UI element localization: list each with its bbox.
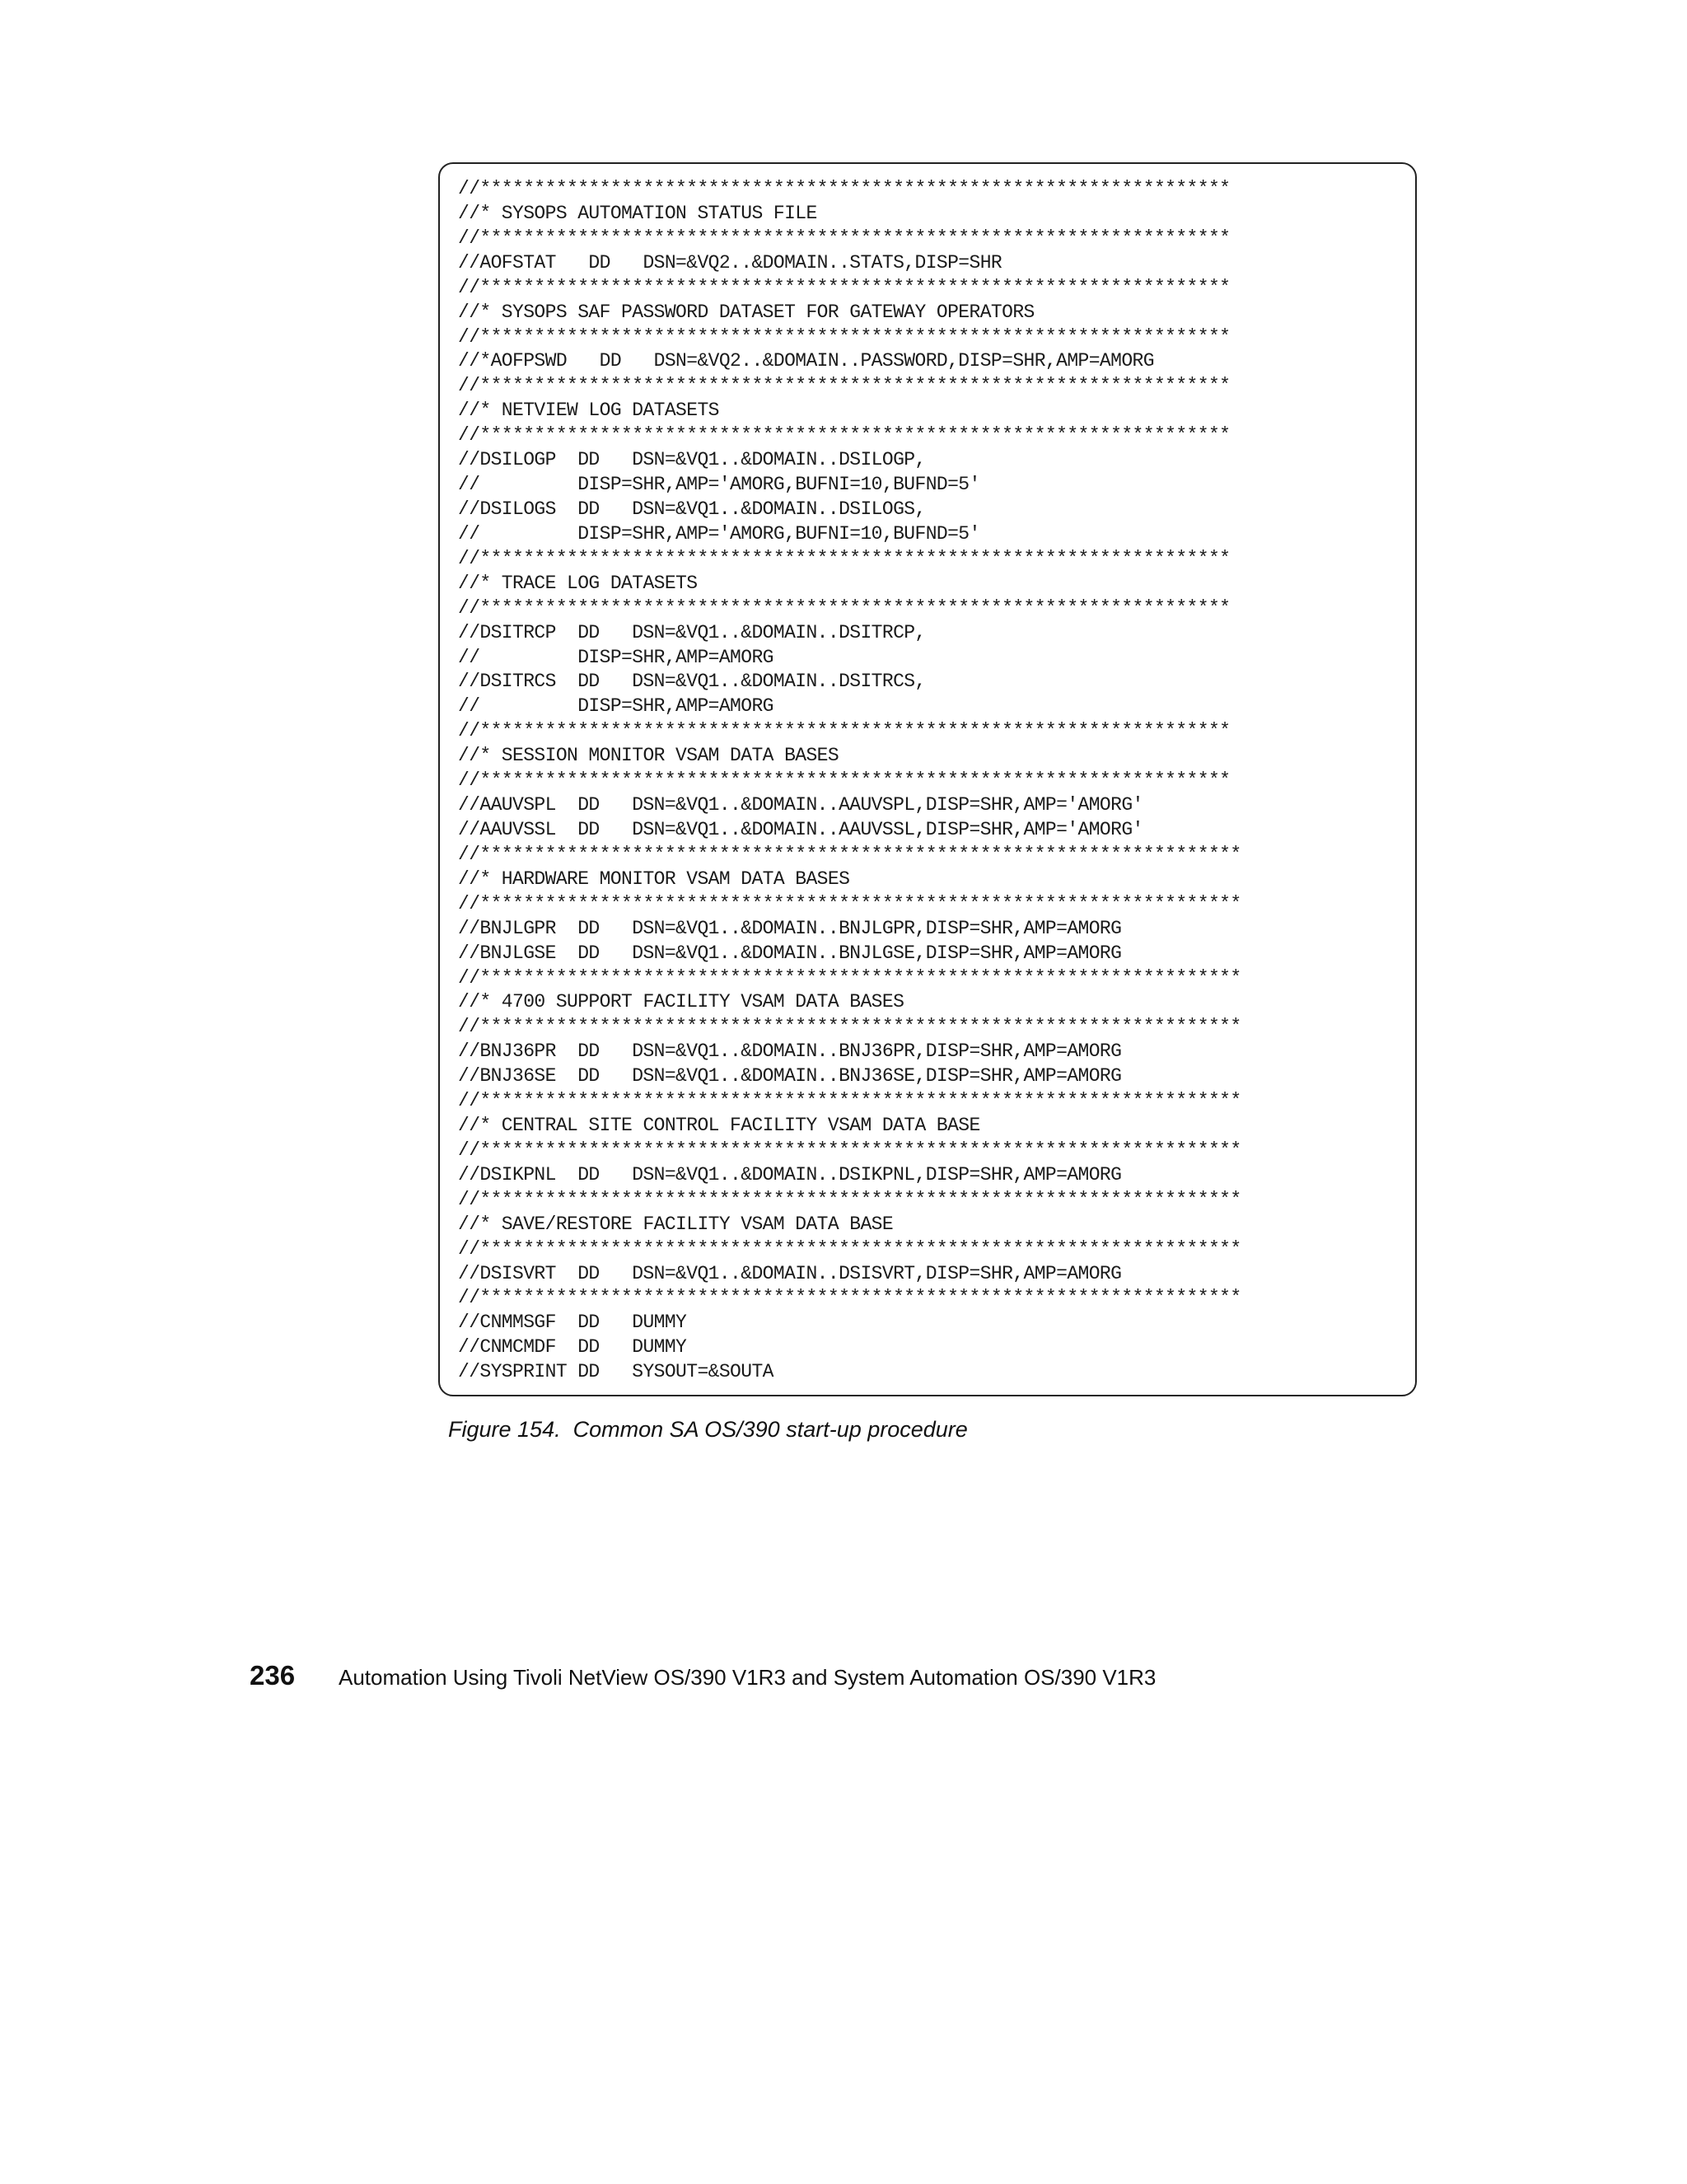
code-line: //********************************************************************* <box>458 720 1231 742</box>
figure-caption: Figure 154. Common SA OS/390 start-up procedure <box>448 1417 968 1442</box>
code-line: //********************************************************************** <box>458 1287 1241 1309</box>
code-line: //********************************************************************** <box>458 966 1241 989</box>
code-line: //CNMCMDF DD DUMMY <box>458 1336 687 1359</box>
code-line: //********************************************************************** <box>458 892 1241 914</box>
code-line: //* SAVE/RESTORE FACILITY VSAM DATA BASE <box>458 1213 894 1235</box>
code-listing <box>458 177 1241 1385</box>
code-line: //* SESSION MONITOR VSAM DATA BASES <box>458 745 839 767</box>
code-line: //*AOFPSWD DD DSN=&VQ2..&DOMAIN..PASSWORD,DISP=SHR,AMP=AMORG <box>458 350 1154 372</box>
code-line: //********************************************************************* <box>458 547 1231 569</box>
code-line: //* CENTRAL SITE CONTROL FACILITY VSAM DATA BASE <box>458 1115 980 1137</box>
code-line: //BNJ36PR DD DSN=&VQ1..&DOMAIN..BNJ36PR,DISP=SHR,AMP=AMORG <box>458 1041 1122 1063</box>
page-number: 236 <box>250 1660 296 1691</box>
code-line: //DSISVRT DD DSN=&VQ1..&DOMAIN..DSISVRT,DISP=SHR,AMP=AMORG <box>458 1262 1122 1284</box>
code-line: //********************************************************************* <box>458 375 1231 397</box>
code-line: //AOFSTAT DD DSN=&VQ2..&DOMAIN..STATS,DISP=SHR <box>458 251 1002 274</box>
code-line: //* SYSOPS AUTOMATION STATUS FILE <box>458 202 817 224</box>
code-line: //********************************************************************** <box>458 1237 1241 1260</box>
code-line: // DISP=SHR,AMP='AMORG,BUFNI=10,BUFND=5' <box>458 522 980 545</box>
code-line: // DISP=SHR,AMP='AMORG,BUFNI=10,BUFND=5' <box>458 474 980 496</box>
code-line: //CNMMSGF DD DUMMY <box>458 1312 687 1334</box>
code-line: //BNJLGSE DD DSN=&VQ1..&DOMAIN..BNJLGSE,DISP=SHR,AMP=AMORG <box>458 942 1122 964</box>
code-line: // DISP=SHR,AMP=AMORG <box>458 646 773 668</box>
code-line: //DSIKPNL DD DSN=&VQ1..&DOMAIN..DSIKPNL,DISP=SHR,AMP=AMORG <box>458 1163 1122 1186</box>
code-line: //********************************************************************** <box>458 843 1241 865</box>
code-line: //* 4700 SUPPORT FACILITY VSAM DATA BASES <box>458 991 904 1013</box>
code-listing-box <box>438 162 1417 1396</box>
code-line: //* HARDWARE MONITOR VSAM DATA BASES <box>458 868 850 890</box>
code-line: //********************************************************************* <box>458 227 1231 249</box>
code-line: //DSILOGS DD DSN=&VQ1..&DOMAIN..DSILOGS, <box>458 498 926 520</box>
code-line: //********************************************************************* <box>458 769 1231 792</box>
code-line: //DSITRCP DD DSN=&VQ1..&DOMAIN..DSITRCP, <box>458 621 926 643</box>
code-line: //********************************************************************* <box>458 276 1231 298</box>
code-line: //********************************************************************** <box>458 1090 1241 1112</box>
code-line: //********************************************************************** <box>458 1188 1241 1210</box>
running-footer-title: Automation Using Tivoli NetView OS/390 V1R3 and System Automation OS/390 V1R3 <box>339 1665 1157 1690</box>
code-line: //********************************************************************* <box>458 424 1231 447</box>
code-line: //BNJ36SE DD DSN=&VQ1..&DOMAIN..BNJ36SE,DISP=SHR,AMP=AMORG <box>458 1065 1122 1087</box>
code-line: // DISP=SHR,AMP=AMORG <box>458 695 773 718</box>
code-line: //********************************************************************** <box>458 1139 1241 1161</box>
code-line: //********************************************************************* <box>458 596 1231 619</box>
code-line: //********************************************************************* <box>458 178 1231 199</box>
code-line: //********************************************************************* <box>458 325 1231 348</box>
code-line: //BNJLGPR DD DSN=&VQ1..&DOMAIN..BNJLGPR,DISP=SHR,AMP=AMORG <box>458 917 1122 939</box>
code-line: //* NETVIEW LOG DATASETS <box>458 400 719 422</box>
code-line: //********************************************************************** <box>458 1016 1241 1038</box>
code-line: //DSITRCS DD DSN=&VQ1..&DOMAIN..DSITRCS, <box>458 671 926 693</box>
code-line: //* SYSOPS SAF PASSWORD DATASET FOR GATEWAY OPERATORS <box>458 301 1035 323</box>
code-line: //* TRACE LOG DATASETS <box>458 572 698 594</box>
code-line: //SYSPRINT DD SYSOUT=&SOUTA <box>458 1361 773 1383</box>
code-line: //AAUVSPL DD DSN=&VQ1..&DOMAIN..AAUVSPL,DISP=SHR,AMP='AMORG' <box>458 794 1143 816</box>
code-line: //AAUVSSL DD DSN=&VQ1..&DOMAIN..AAUVSSL,DISP=SHR,AMP='AMORG' <box>458 818 1143 840</box>
code-line: //DSILOGP DD DSN=&VQ1..&DOMAIN..DSILOGP, <box>458 449 926 471</box>
